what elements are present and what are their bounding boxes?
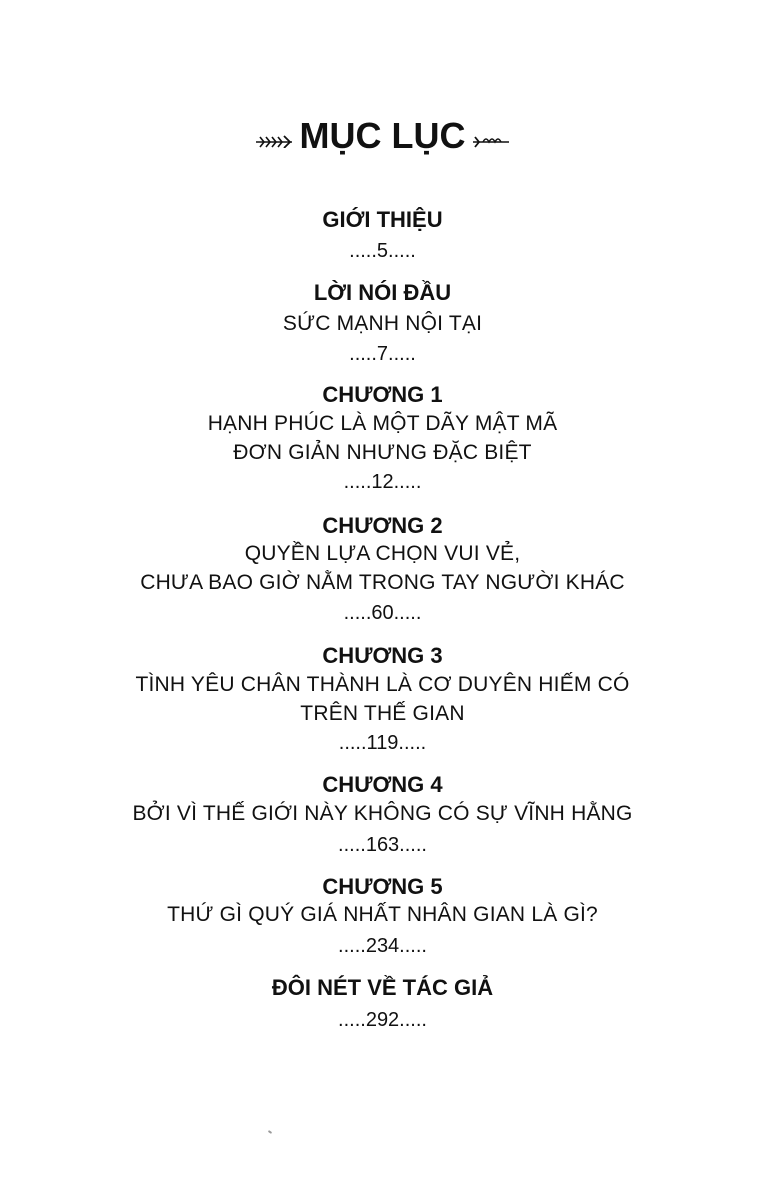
toc-heading-gioi-thieu: GIỚI THIỆU [322,207,443,232]
toc-page-number: .....163..... [338,834,427,856]
toc-heading-chuong-5: CHƯƠNG 5 [322,874,443,899]
toc-page-number: .....234..... [338,935,427,957]
toc-entry-title-line: HẠNH PHÚC LÀ MỘT DÃY MẬT MÃ [207,412,558,435]
toc-heading-chuong-4: CHƯƠNG 4 [322,772,443,797]
toc-heading-doi-net-ve-tac-gia: ĐÔI NÉT VỀ TÁC GIẢ [271,975,494,1000]
page-title: MỤC LỤC [299,115,466,156]
toc-entry-title-line: TRÊN THẾ GIAN [300,702,465,725]
toc-entry-title-line: THỨ GÌ QUÝ GIÁ NHẤT NHÂN GIAN LÀ GÌ? [167,903,598,926]
left-arrow-ornament-icon [254,132,294,148]
toc-entry-title-line: BỞI VÌ THẾ GIỚI NÀY KHÔNG CÓ SỰ VĨNH HẰNG [132,802,633,825]
toc-heading-loi-noi-dau: LỜI NÓI ĐẦU [313,280,452,305]
toc-entry-title-line: QUYỀN LỰA CHỌN VUI VẺ, [244,542,521,565]
toc-page-number: .....7..... [349,343,416,365]
toc-heading-chuong-3: CHƯƠNG 3 [322,643,443,668]
toc-page-number: .....5..... [349,240,416,262]
toc-entry-title-line: TÌNH YÊU CHÂN THÀNH LÀ CƠ DUYÊN HIẾM CÓ [135,673,630,696]
paper-speck [268,1130,272,1134]
toc-entry-title-line: SỨC MẠNH NỘI TẠI [282,312,483,335]
toc-page-number: .....60..... [343,602,422,624]
toc-page-number: .....119..... [338,732,427,754]
title-row [0,115,765,156]
toc-page-number: .....292..... [338,1009,427,1031]
toc-page-number: .....12..... [343,471,422,493]
toc-entry-title-line: CHƯA BAO GIỜ NẰM TRONG TAY NGƯỜI KHÁC [140,571,625,594]
toc-heading-chuong-1: CHƯƠNG 1 [322,382,443,407]
right-feather-ornament-icon [471,132,511,148]
toc-heading-chuong-2: CHƯƠNG 2 [322,513,443,538]
toc-entry-title-line: ĐƠN GIẢN NHƯNG ĐẶC BIỆT [233,441,532,464]
